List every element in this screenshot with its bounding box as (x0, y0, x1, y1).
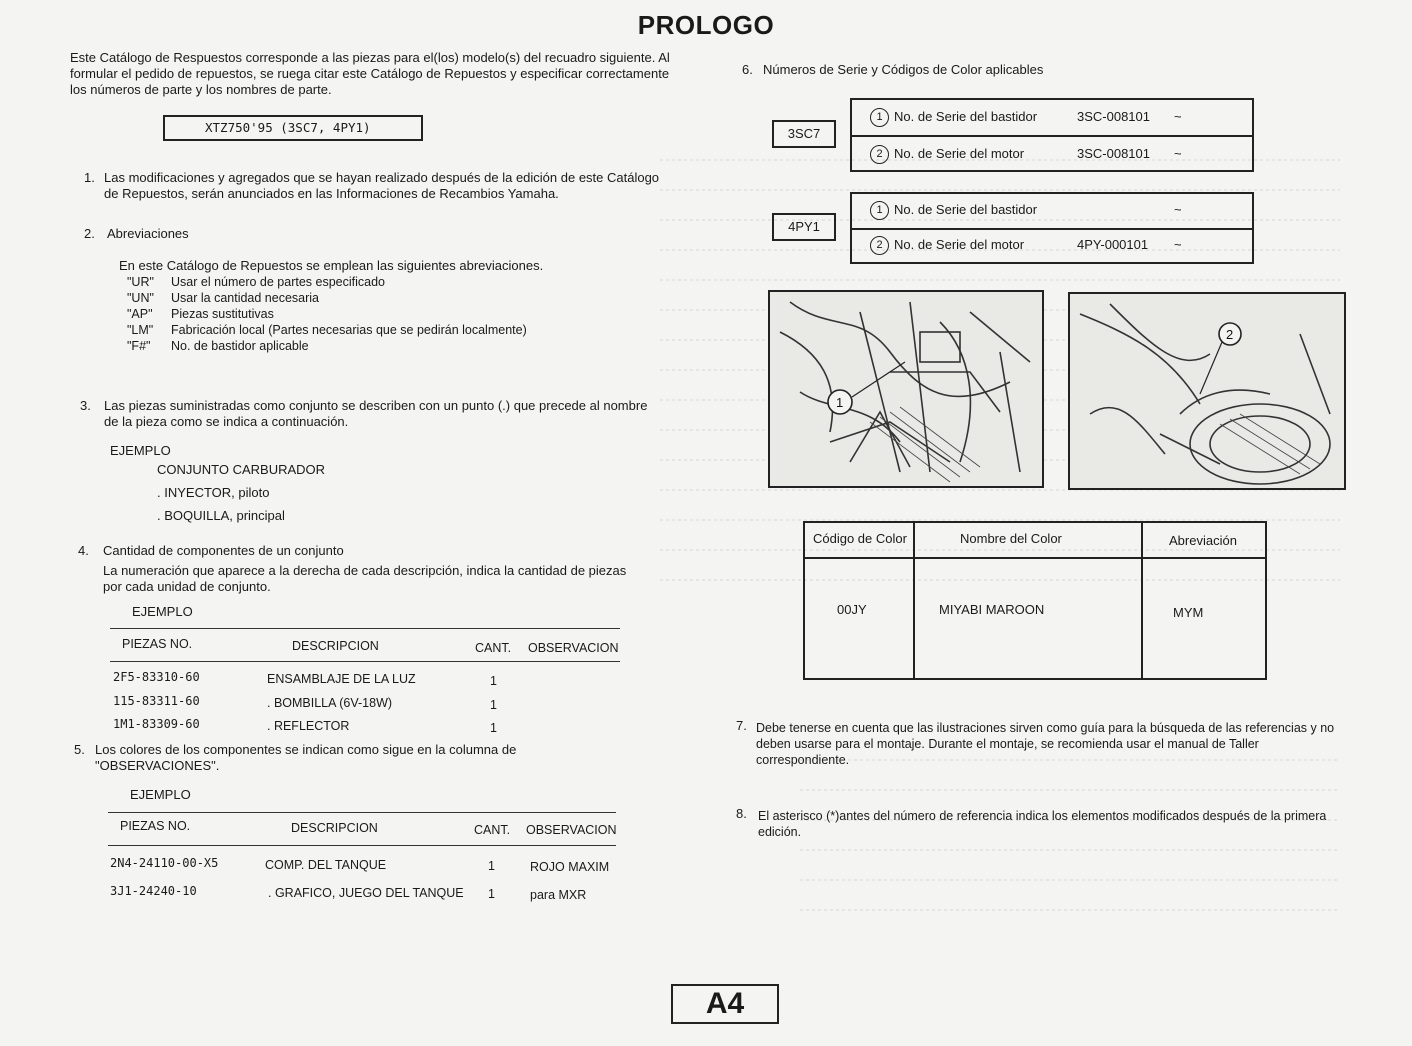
cell-quantity: 1 (490, 698, 497, 712)
header-description: DESCRIPCION (291, 821, 378, 835)
marker-2-icon: 2 (870, 236, 889, 255)
frame-serial-value: 3SC-008101 (1077, 109, 1150, 124)
abbreviation-row (127, 290, 647, 306)
section-4-number: 4. (78, 543, 89, 558)
header-color-abbr: Abreviación (1169, 533, 1237, 548)
frame-number-photo (768, 290, 1044, 488)
abbreviation-code: "LM" (127, 323, 154, 337)
header-observation: OBSERVACION (528, 641, 619, 655)
quantity-example-table (110, 628, 620, 738)
header-color-name: Nombre del Color (960, 531, 1062, 546)
abbreviations-list (127, 274, 647, 354)
cell-description: . REFLECTOR (267, 719, 350, 733)
engine-serial-value: 3SC-008101 (1077, 146, 1150, 161)
section-3-subitem: . INYECTOR, piloto (157, 485, 270, 500)
table-header-row (108, 813, 616, 839)
cell-part-no: 2F5-83310-60 (113, 670, 200, 684)
abbreviation-code: "AP" (127, 307, 153, 321)
section-5-number: 5. (74, 742, 85, 757)
cell-quantity: 1 (490, 721, 497, 735)
abbreviation-desc: No. de bastidor aplicable (171, 339, 309, 353)
engine-serial-label: No. de Serie del motor (894, 237, 1025, 252)
model-code: 4PY1 (788, 219, 820, 234)
cell-part-no: 115-83311-60 (113, 694, 200, 708)
marker-2-icon: 2 (870, 145, 889, 164)
section-2-number: 2. (84, 226, 95, 241)
cell-quantity: 1 (488, 859, 495, 873)
frame-serial-label: No. de Serie del bastidor (894, 202, 1038, 217)
engine-serial-label: No. de Serie del motor (894, 146, 1025, 161)
table-header-rule (110, 661, 620, 662)
abbreviations-intro: En este Catálogo de Repuestos se emplean las siguientes abreviaciones. (119, 258, 544, 273)
table-row (110, 692, 620, 715)
page-number: A4 (705, 987, 745, 1020)
abbreviation-code: "UN" (127, 291, 154, 305)
abbreviation-desc: Fabricación local (Partes necesarias que se pedirán localmente) (171, 323, 527, 337)
abbreviation-row (127, 274, 647, 290)
color-table-vline (1141, 523, 1143, 678)
model-box (163, 115, 423, 141)
page-number-box (671, 984, 779, 1024)
engine-serial-suffix: ~ (1174, 146, 1182, 161)
cell-observation: para MXR (530, 888, 587, 902)
section-2-title: Abreviaciones (107, 226, 189, 241)
cell-description: . GRAFICO, JUEGO DEL TANQUE (268, 886, 464, 900)
cell-part-no: 1M1-83309-60 (113, 717, 200, 731)
section-6-title: Números de Serie y Códigos de Color aplicables (763, 62, 1044, 77)
table-row (110, 715, 620, 738)
cell-color-abbr: MYM (1173, 605, 1204, 620)
frame-serial-label: No. de Serie del bastidor (894, 109, 1038, 124)
section-3-subitem: . BOQUILLA, principal (157, 508, 285, 523)
color-table-hline (805, 557, 1265, 559)
page-title: PROLOGO (637, 10, 775, 40)
cell-description: COMP. DEL TANQUE (265, 858, 387, 872)
section-6-number: 6. (742, 62, 753, 77)
header-part-no: PIEZAS NO. (122, 637, 193, 651)
header-observation: OBSERVACION (526, 823, 617, 837)
engine-serial-value: 4PY-000101 (1077, 237, 1149, 252)
header-quantity: CANT. (474, 823, 511, 837)
frame-number-illustration (770, 292, 1042, 486)
header-description: DESCRIPCION (292, 639, 379, 653)
cell-description: . BOMBILLA (6V-18W) (267, 696, 393, 710)
abbreviation-desc: Usar el número de partes especificado (171, 275, 386, 289)
table-row (108, 882, 616, 910)
svg-text:1: 1 (836, 395, 844, 410)
model-code-box (772, 120, 836, 148)
color-example-table (108, 812, 616, 910)
section-8-text: El asterisco (*)antes del número de referencia indica los elementos modificados después de la primera edición. (758, 809, 1327, 839)
model-code: 3SC7 (787, 126, 821, 141)
section-4-example-label: EJEMPLO (132, 604, 193, 619)
section-1-number: 1. (84, 170, 95, 185)
color-table-vline (913, 523, 915, 678)
section-7-number: 7. (736, 718, 747, 733)
cell-color-name: MIYABI MAROON (939, 602, 1045, 617)
engine-number-illustration (1070, 294, 1344, 488)
cell-description: ENSAMBLAJE DE LA LUZ (267, 672, 416, 686)
section-3-example-label: EJEMPLO (110, 443, 171, 458)
marker-1-icon: 1 (870, 108, 889, 127)
abbreviation-code: "UR" (127, 275, 154, 289)
table-row (108, 854, 616, 882)
section-8-number: 8. (736, 806, 747, 821)
table-header-row (110, 629, 620, 657)
serial-number-box (850, 98, 1254, 172)
section-3-number: 3. (80, 398, 91, 413)
header-color-code: Código de Color (813, 531, 907, 546)
header-quantity: CANT. (475, 641, 512, 655)
section-5-text: Los colores de los componentes se indican como sigue en la columna de "OBSERVACIONES". (95, 742, 517, 773)
table-row (110, 668, 620, 692)
cell-color-code: 00JY (837, 602, 867, 617)
abbreviation-row (127, 306, 647, 322)
cell-quantity: 1 (488, 887, 495, 901)
cell-observation: ROJO MAXIM (530, 860, 610, 874)
intro-paragraph: Este Catálogo de Respuestos corresponde a las piezas para el(los) modelo(s) del recuadro siguiente. Al formular el pedido de repuestos, se ruega citar este Catálogo de Repuestos y especificar correctamente los números de parte y los nombres de parte. (70, 50, 670, 97)
table-header-rule (108, 845, 616, 846)
svg-text:2: 2 (1226, 327, 1234, 342)
section-5-example-label: EJEMPLO (130, 787, 191, 802)
section-1-text: Las modificaciones y agregados que se hayan realizado después de la edición de este Catálogo de Repuestos, serán anunciados en las Informaciones de Recambios Yamaha. (104, 170, 660, 201)
serial-number-box (850, 192, 1254, 264)
engine-serial-row (852, 230, 1252, 262)
engine-serial-row (852, 137, 1252, 170)
section-4-text: La numeración que aparece a la derecha de cada descripción, indica la cantidad de piezas por cada unidad de conjunto. (103, 563, 627, 594)
abbreviation-desc: Piezas sustitutivas (171, 307, 274, 321)
abbreviation-row (127, 338, 647, 354)
frame-serial-suffix: ~ (1174, 202, 1182, 217)
cell-part-no: 3J1-24240-10 (110, 884, 197, 898)
cell-part-no: 2N4-24110-00-X5 (110, 856, 219, 870)
frame-serial-row (852, 100, 1252, 137)
frame-serial-row (852, 194, 1252, 230)
model-box-text: XTZ750'95 (3SC7, 4PY1) (205, 120, 371, 135)
marker-1-icon: 1 (870, 201, 889, 220)
frame-serial-suffix: ~ (1174, 109, 1182, 124)
section-3-assembly: CONJUNTO CARBURADOR (157, 462, 326, 477)
section-3-text: Las piezas suministradas como conjunto se describen con un punto (.) que precede al nombre de la pieza como se indica a continuación. (104, 398, 648, 429)
header-part-no: PIEZAS NO. (120, 819, 191, 833)
abbreviation-desc: Usar la cantidad necesaria (171, 291, 319, 305)
section-7-text: Debe tenerse en cuenta que las ilustraciones sirven como guía para la búsqueda de las referencias y no deben usarse para el montaje. Durante el montaje, se recomienda usar el manual de Taller correspondiente. (756, 721, 1335, 767)
color-code-table (803, 521, 1267, 680)
model-code-box (772, 213, 836, 241)
section-4-title: Cantidad de componentes de un conjunto (103, 543, 344, 558)
abbreviation-row (127, 322, 647, 338)
engine-serial-suffix: ~ (1174, 237, 1182, 252)
cell-quantity: 1 (490, 674, 497, 688)
abbreviation-code: "F#" (127, 339, 151, 353)
engine-number-photo (1068, 292, 1346, 490)
